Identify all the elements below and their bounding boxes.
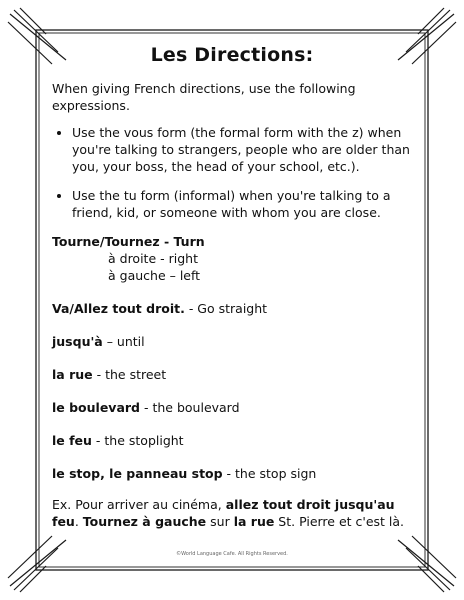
vocab-term: le stop, le panneau stop bbox=[52, 466, 223, 481]
corner-bottom-right bbox=[398, 536, 456, 592]
list-item: • Use the tu form (informal) when you're talking to a friend, kid, or someone with whom you are close. bbox=[72, 187, 412, 221]
vocab-meaning: - the street bbox=[92, 367, 167, 382]
vocab-term: le boulevard bbox=[52, 400, 141, 415]
usage-list bbox=[52, 124, 412, 221]
vocab-entry-until bbox=[52, 333, 412, 350]
vocab-meaning: - Go straight bbox=[184, 301, 268, 316]
example-bold: la rue bbox=[233, 514, 275, 529]
example-part: . bbox=[74, 514, 83, 529]
copyright-notice: ©World Language Cafe. All Rights Reserved. bbox=[176, 551, 288, 557]
example-part: sur bbox=[206, 514, 234, 529]
example-sentence bbox=[52, 496, 412, 530]
intro-text: When giving French directions, use the following expressions. bbox=[52, 81, 356, 113]
vocab-term: le feu bbox=[52, 433, 92, 448]
turn-entry bbox=[52, 233, 412, 284]
vocab-term: jusqu'à bbox=[52, 334, 103, 349]
vocab-term: la rue bbox=[52, 367, 93, 382]
vocab-meaning: - the stop sign bbox=[222, 466, 317, 481]
vocab-entry-stop-sign bbox=[52, 465, 412, 482]
example-bold: allez tout droit jusqu'au feu bbox=[52, 497, 395, 529]
vocab-meaning: - the stoplight bbox=[91, 433, 184, 448]
vocab-meaning: – until bbox=[102, 334, 145, 349]
turn-right: à droite - right bbox=[108, 251, 198, 266]
example-part: Ex. Pour arriver au cinéma, bbox=[52, 497, 226, 512]
vocab-entry-stoplight bbox=[52, 432, 412, 449]
vocab-meaning: - the boulevard bbox=[140, 400, 240, 415]
vocab-entry-street bbox=[52, 366, 412, 383]
example-part: St. Pierre et c'est là. bbox=[274, 514, 405, 529]
vocab-entry-straight bbox=[52, 300, 412, 317]
corner-bottom-left bbox=[8, 536, 66, 592]
list-item: • Use the vous form (the formal form with the z) when you're talking to strangers, people who are older than you, your boss, the head of your school, etc.). bbox=[72, 124, 412, 175]
vocab-entry-boulevard bbox=[52, 399, 412, 416]
turn-left: à gauche – left bbox=[108, 268, 201, 283]
page-title: Les Directions: bbox=[150, 44, 314, 66]
turn-term: Tourne/Tournez - Turn bbox=[52, 234, 205, 249]
worksheet-content bbox=[52, 44, 412, 543]
example-bold: Tournez à gauche bbox=[82, 514, 207, 529]
vocab-term: Va/Allez tout droit. bbox=[52, 301, 185, 316]
